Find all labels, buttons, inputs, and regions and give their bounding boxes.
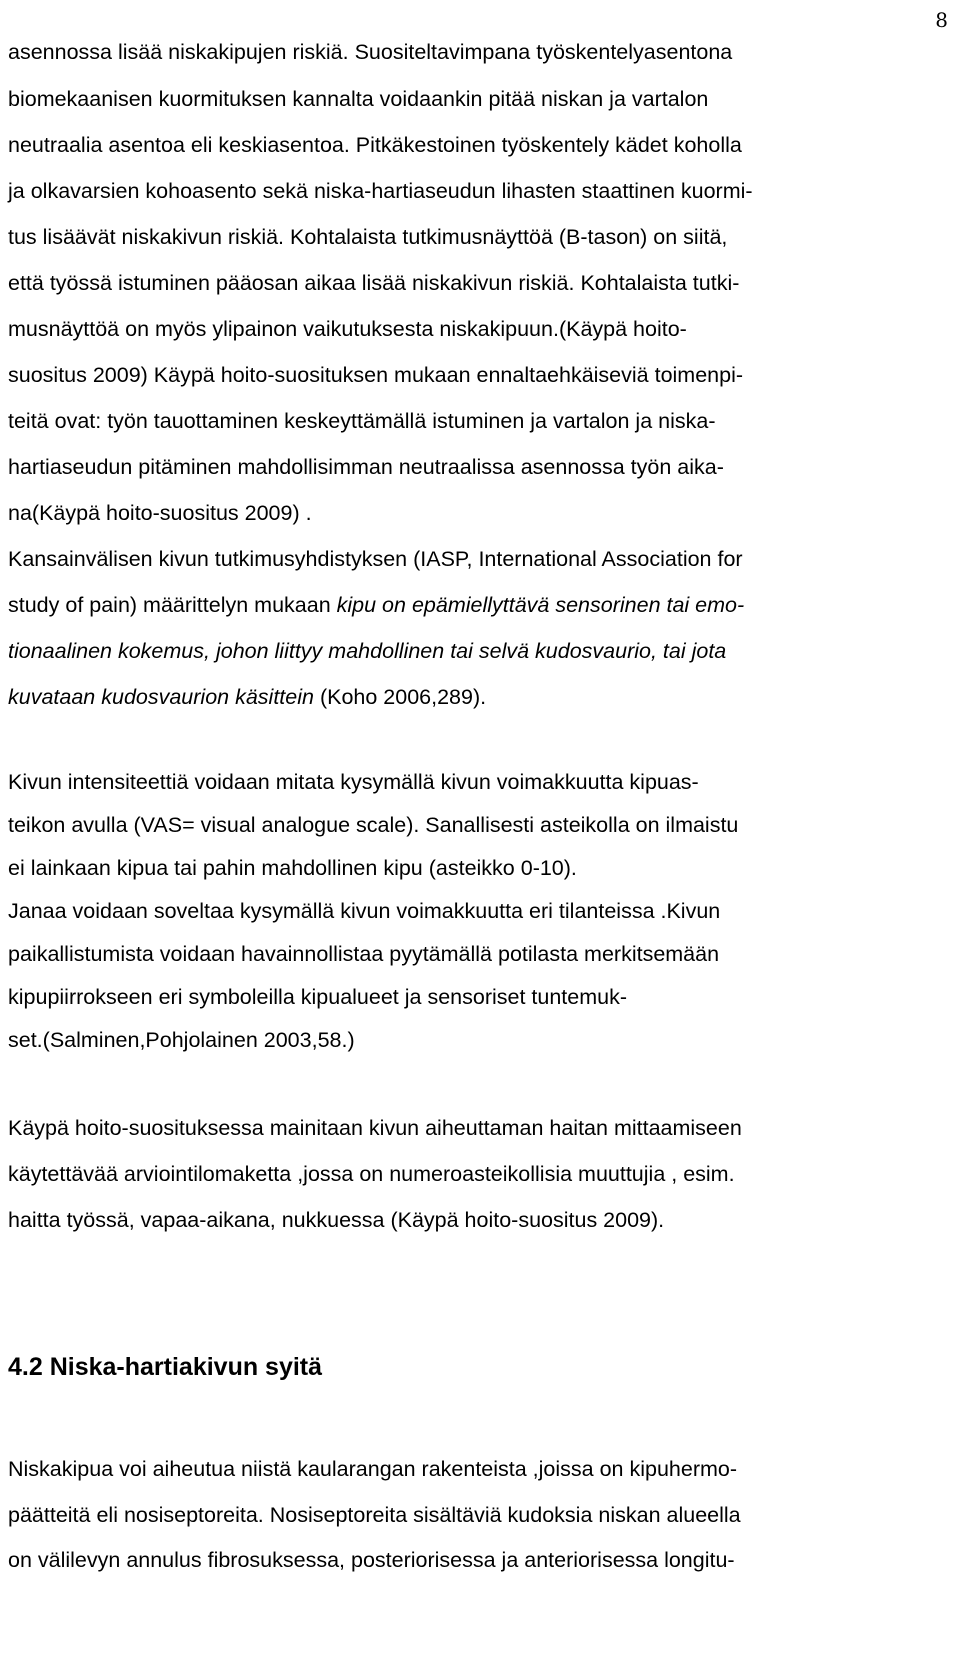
text-line: na(Käypä hoito-suositus 2009) . <box>8 501 312 525</box>
text-line: musnäyttöä on myös ylipainon vaikutuksesta niskakipuun.(Käypä hoito- <box>8 317 687 341</box>
text-span: study of pain) määrittelyn mukaan <box>8 593 337 617</box>
text-line: Janaa voidaan soveltaa kysymällä kivun voimakkuutta eri tilanteissa .Kivun <box>8 899 721 923</box>
text-line: Kansainvälisen kivun tutkimusyhdistyksen (IASP, International Association for <box>8 547 743 571</box>
text-line-mixed <box>8 595 744 617</box>
text-line: hartiaseudun pitäminen mahdollisimman neutraalissa asennossa työn aika- <box>8 455 724 479</box>
italic-definition-span: kuvataan kudosvaurion käsittein <box>8 685 314 709</box>
italic-definition-span: kipu on epämiellyttävä sensorinen tai emo- <box>336 593 745 617</box>
text-line: päätteitä eli nosiseptoreita. Nosiseptoreita sisältäviä kudoksia niskan alueella <box>8 1503 741 1527</box>
text-line: on välilevyn annulus fibrosuksessa, posteriorisessa ja anteriorisessa longitu- <box>8 1548 735 1572</box>
text-line: haitta työssä, vapaa-aikana, nukkuessa (Käypä hoito-suositus 2009). <box>8 1208 665 1232</box>
italic-definition-span: tionaalinen kokemus, johon liittyy mahdollinen tai selvä kudosvaurio, tai jota <box>8 639 727 663</box>
text-line: tus lisäävät niskakivun riskiä. Kohtalaista tutkimusnäyttöä (B-tason) on siitä, <box>8 225 728 249</box>
text-line: Niskakipua voi aiheutua niistä kaularangan rakenteista ,joissa on kipuhermo- <box>8 1457 738 1481</box>
text-line: käytettävää arviointilomaketta ,jossa on numeroasteikollisia muuttujia , esim. <box>8 1162 735 1186</box>
text-line-mixed <box>8 641 726 663</box>
text-line: Kivun intensiteettiä voidaan mitata kysymällä kivun voimakkuutta kipuas- <box>8 770 699 794</box>
text-line: ei lainkaan kipua tai pahin mahdollinen kipu (asteikko 0-10). <box>8 856 577 880</box>
text-line: että työssä istuminen pääosan aikaa lisää niskakivun riskiä. Kohtalaista tutki- <box>8 271 740 295</box>
text-line-mixed <box>8 687 486 709</box>
text-line: paikallistumista voidaan havainnollistaa pyytämällä potilasta merkitsemään <box>8 942 720 966</box>
text-span: (Koho 2006,289). <box>313 685 487 709</box>
text-line: teikon avulla (VAS= visual analogue scale). Sanallisesti asteikolla on ilmaistu <box>8 813 739 837</box>
text-line: asennossa lisää niskakipujen riskiä. Suositeltavimpana työskentelyasentona <box>8 40 733 64</box>
text-line: ja olkavarsien kohoasento sekä niska-hartiaseudun lihasten staattinen kuormi- <box>8 179 753 203</box>
text-line: Käypä hoito-suosituksessa mainitaan kivun aiheuttaman haitan mittaamiseen <box>8 1116 742 1140</box>
text-line: teitä ovat: työn tauottaminen keskeyttämällä istuminen ja vartalon ja niska- <box>8 409 716 433</box>
page-number: 8 <box>935 8 948 32</box>
text-line: suositus 2009) Käypä hoito-suosituksen mukaan ennaltaehkäiseviä toimenpi- <box>8 363 744 387</box>
section-heading: 4.2 Niska-hartiakivun syitä <box>8 1353 323 1381</box>
text-line: kipupiirrokseen eri symboleilla kipualueet ja sensoriset tuntemuk- <box>8 985 628 1009</box>
text-line: set.(Salminen,Pohjolainen 2003,58.) <box>8 1028 355 1052</box>
text-line: neutraalia asentoa eli keskiasentoa. Pitkäkestoinen työskentely kädet koholla <box>8 133 742 157</box>
text-line: biomekaanisen kuormituksen kannalta voidaankin pitää niskan ja vartalon <box>8 87 709 111</box>
